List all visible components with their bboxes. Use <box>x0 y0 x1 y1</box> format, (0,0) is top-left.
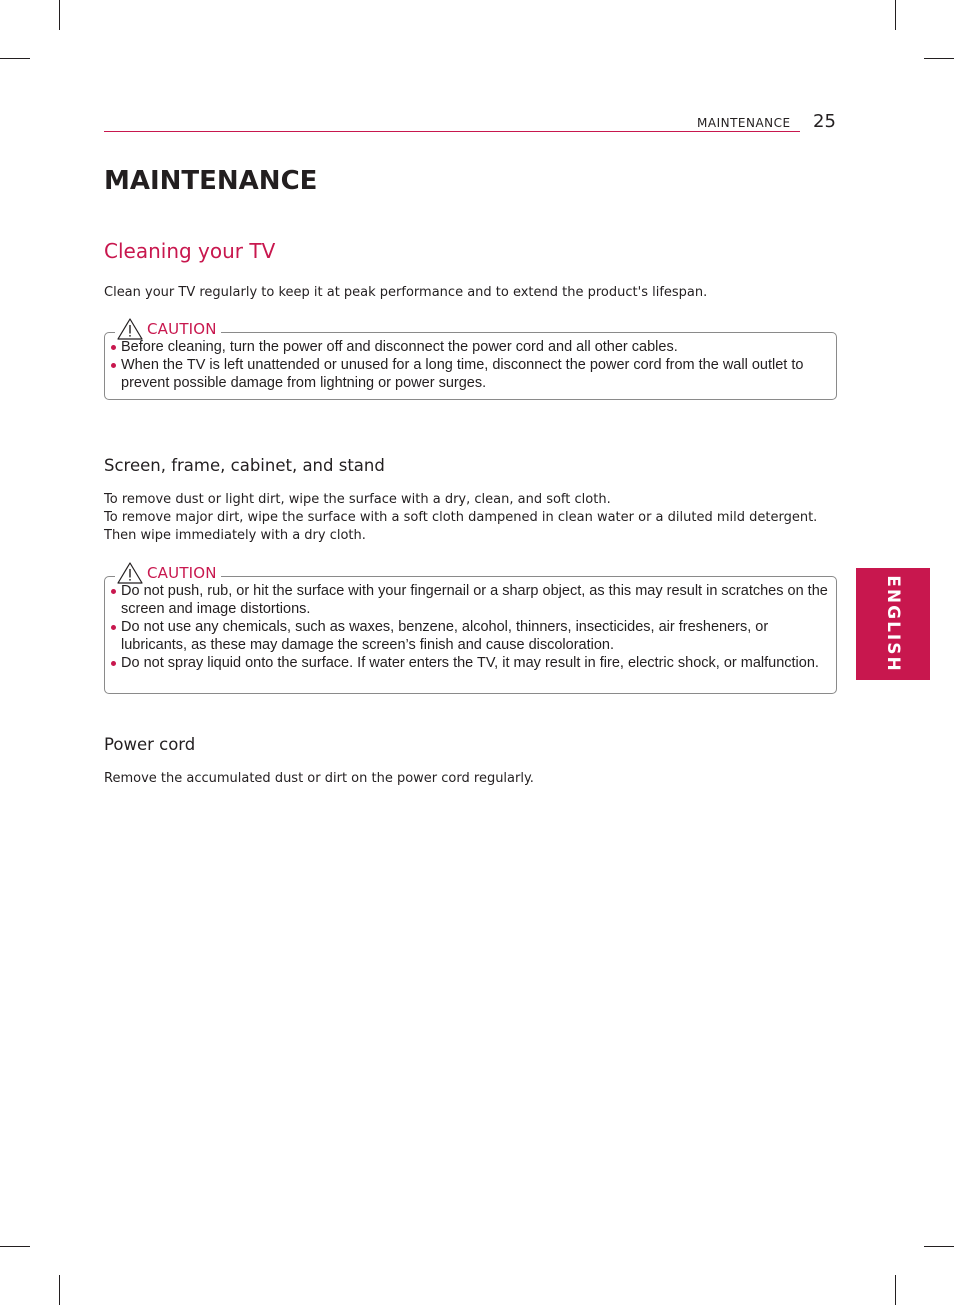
caution-box <box>104 320 837 400</box>
crop-mark <box>924 58 954 59</box>
caution-box <box>104 564 837 694</box>
subsection-title-screen: Screen, frame, cabinet, and stand <box>104 456 385 475</box>
caution-list <box>109 582 832 672</box>
caution-item: When the TV is left unattended or unused for a long time, disconnect the power cord from the wall outlet to prevent possible damage from lightning or power surges. <box>109 356 832 392</box>
language-tab-label: ENGLISH <box>883 575 903 673</box>
subsection-title-power: Power cord <box>104 735 196 754</box>
crop-mark <box>924 1246 954 1247</box>
caution-list <box>109 338 832 392</box>
header-section-label: MAINTENANCE <box>697 116 791 130</box>
warning-triangle-icon <box>117 318 143 340</box>
caution-item: Do not push, rub, or hit the surface with your fingernail or a sharp object, as this may result in scratches on the screen and image distortions. <box>109 582 832 618</box>
crop-mark <box>59 1275 60 1305</box>
crop-mark <box>895 1275 896 1305</box>
screen-paragraph: To remove major dirt, wipe the surface with a soft cloth dampened in clean water or a diluted mild detergent. Then wipe immediately with a dry cloth. <box>104 510 818 543</box>
language-tab <box>856 568 930 680</box>
section-intro: Clean your TV regularly to keep it at peak performance and to extend the product's lifespan. <box>104 285 708 300</box>
page-title: MAINTENANCE <box>104 166 318 196</box>
caution-item: Do not use any chemicals, such as waxes, benzene, alcohol, thinners, insecticides, air fresheners, or lubricants, as these may damage the screen’s finish and cause discoloration. <box>109 618 832 654</box>
caution-label: CAUTION <box>147 564 217 582</box>
page-number: 25 <box>813 111 836 132</box>
crop-mark <box>59 0 60 30</box>
header-rule <box>104 131 800 132</box>
caution-item: Before cleaning, turn the power off and disconnect the power cord and all other cables. <box>109 338 832 356</box>
section-title: Cleaning your TV <box>104 239 276 263</box>
crop-mark <box>0 1246 30 1247</box>
caution-heading <box>115 318 221 340</box>
crop-mark <box>0 58 30 59</box>
caution-item: Do not spray liquid onto the surface. If water enters the TV, it may result in fire, electric shock, or malfunction. <box>109 654 832 672</box>
screen-paragraph: To remove dust or light dirt, wipe the surface with a dry, clean, and soft cloth. <box>104 492 611 507</box>
crop-mark <box>895 0 896 30</box>
power-paragraph: Remove the accumulated dust or dirt on the power cord regularly. <box>104 771 534 786</box>
caution-label: CAUTION <box>147 320 217 338</box>
warning-triangle-icon <box>117 562 143 584</box>
caution-heading <box>115 562 221 584</box>
